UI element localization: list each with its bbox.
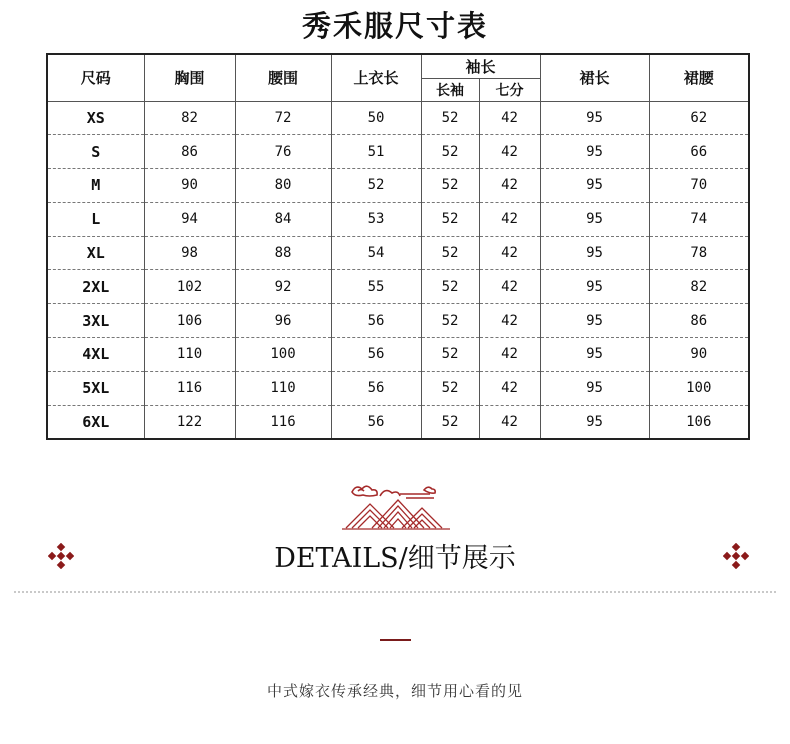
cell-top-length: 56: [331, 338, 421, 372]
details-tagline: 中式嫁衣传承经典，细节用心看的见: [266, 682, 523, 700]
header-skirt-waist: 裙腰: [649, 54, 749, 101]
cell-skirt-waist: 66: [649, 135, 749, 169]
cell-top-length: 51: [331, 135, 421, 169]
cell-chest: 116: [144, 371, 235, 405]
table-row: [47, 202, 749, 236]
cell-skirt-length: 95: [540, 338, 649, 372]
cell-sleeve-long: 52: [421, 338, 479, 372]
size-table-body: [47, 101, 749, 439]
cell-skirt-length: 95: [540, 236, 649, 270]
cell-skirt-length: 95: [540, 202, 649, 236]
cell-waist: 116: [235, 405, 331, 439]
cell-sleeve-three-quarter: 42: [479, 338, 540, 372]
cell-chest: 98: [144, 236, 235, 270]
cell-skirt-waist: 86: [649, 304, 749, 338]
cell-size: 3XL: [47, 304, 144, 338]
cell-skirt-length: 95: [540, 101, 649, 135]
cell-size: XL: [47, 236, 144, 270]
header-sleeve-long: 长袖: [421, 78, 479, 101]
cell-size: 5XL: [47, 371, 144, 405]
table-row: [47, 405, 749, 439]
cell-skirt-length: 95: [540, 304, 649, 338]
cell-skirt-waist: 90: [649, 338, 749, 372]
cell-top-length: 56: [331, 304, 421, 338]
table-row: [47, 135, 749, 169]
table-row: [47, 338, 749, 372]
cell-sleeve-long: 52: [421, 304, 479, 338]
cell-waist: 92: [235, 270, 331, 304]
header-size: 尺码: [47, 54, 144, 101]
cell-waist: 88: [235, 236, 331, 270]
cell-skirt-waist: 100: [649, 371, 749, 405]
cell-skirt-length: 95: [540, 135, 649, 169]
cell-top-length: 50: [331, 101, 421, 135]
size-chart-table: [46, 53, 750, 440]
cell-sleeve-three-quarter: 42: [479, 371, 540, 405]
cell-top-length: 53: [331, 202, 421, 236]
cell-size: 2XL: [47, 270, 144, 304]
cell-skirt-waist: 106: [649, 405, 749, 439]
cell-sleeve-three-quarter: 42: [479, 270, 540, 304]
table-row: [47, 169, 749, 203]
cell-skirt-waist: 82: [649, 270, 749, 304]
cell-sleeve-three-quarter: 42: [479, 101, 540, 135]
cell-sleeve-long: 52: [421, 202, 479, 236]
cloud-mountain-emblem: [340, 478, 452, 532]
cell-waist: 84: [235, 202, 331, 236]
cell-chest: 82: [144, 101, 235, 135]
cell-chest: 86: [144, 135, 235, 169]
cell-waist: 96: [235, 304, 331, 338]
dotted-divider: [14, 591, 776, 593]
cell-skirt-waist: 70: [649, 169, 749, 203]
cell-sleeve-three-quarter: 42: [479, 169, 540, 203]
table-row: [47, 101, 749, 135]
cell-top-length: 56: [331, 405, 421, 439]
cell-chest: 110: [144, 338, 235, 372]
cell-sleeve-long: 52: [421, 101, 479, 135]
cell-sleeve-three-quarter: 42: [479, 135, 540, 169]
cell-skirt-length: 95: [540, 270, 649, 304]
cell-sleeve-long: 52: [421, 405, 479, 439]
cell-sleeve-three-quarter: 42: [479, 304, 540, 338]
cell-size: 6XL: [47, 405, 144, 439]
cell-size: M: [47, 169, 144, 203]
cell-size: XS: [47, 101, 144, 135]
header-skirt-length: 裙长: [540, 54, 649, 101]
header-sleeve-three-quarter: 七分: [479, 78, 540, 101]
cell-skirt-waist: 62: [649, 101, 749, 135]
table-row: [47, 304, 749, 338]
cell-waist: 100: [235, 338, 331, 372]
cell-chest: 94: [144, 202, 235, 236]
header-chest: 胸围: [144, 54, 235, 101]
cell-top-length: 56: [331, 371, 421, 405]
cell-sleeve-long: 52: [421, 236, 479, 270]
cell-sleeve-long: 52: [421, 270, 479, 304]
table-row: [47, 371, 749, 405]
cell-waist: 76: [235, 135, 331, 169]
cell-sleeve-long: 52: [421, 135, 479, 169]
cell-sleeve-three-quarter: 42: [479, 236, 540, 270]
cell-sleeve-long: 52: [421, 169, 479, 203]
cell-size: S: [47, 135, 144, 169]
cell-waist: 72: [235, 101, 331, 135]
table-row: [47, 270, 749, 304]
cell-skirt-waist: 74: [649, 202, 749, 236]
cell-size: 4XL: [47, 338, 144, 372]
cell-chest: 102: [144, 270, 235, 304]
cell-skirt-waist: 78: [649, 236, 749, 270]
cell-skirt-length: 95: [540, 405, 649, 439]
cell-sleeve-three-quarter: 42: [479, 405, 540, 439]
header-waist: 腰围: [235, 54, 331, 101]
header-sleeve-length: 袖长: [421, 54, 540, 78]
cell-top-length: 54: [331, 236, 421, 270]
accent-bar: [380, 639, 411, 641]
table-row: [47, 236, 749, 270]
cell-waist: 80: [235, 169, 331, 203]
cell-skirt-length: 95: [540, 169, 649, 203]
cell-skirt-length: 95: [540, 371, 649, 405]
details-heading: DETAILS/细节展示: [274, 543, 516, 574]
cell-sleeve-three-quarter: 42: [479, 202, 540, 236]
cell-top-length: 52: [331, 169, 421, 203]
header-top-length: 上衣长: [331, 54, 421, 101]
cell-chest: 122: [144, 405, 235, 439]
cell-size: L: [47, 202, 144, 236]
cell-sleeve-long: 52: [421, 371, 479, 405]
cell-chest: 90: [144, 169, 235, 203]
cell-top-length: 55: [331, 270, 421, 304]
cell-chest: 106: [144, 304, 235, 338]
page-title: 秀禾服尺寸表: [301, 9, 488, 43]
cell-waist: 110: [235, 371, 331, 405]
